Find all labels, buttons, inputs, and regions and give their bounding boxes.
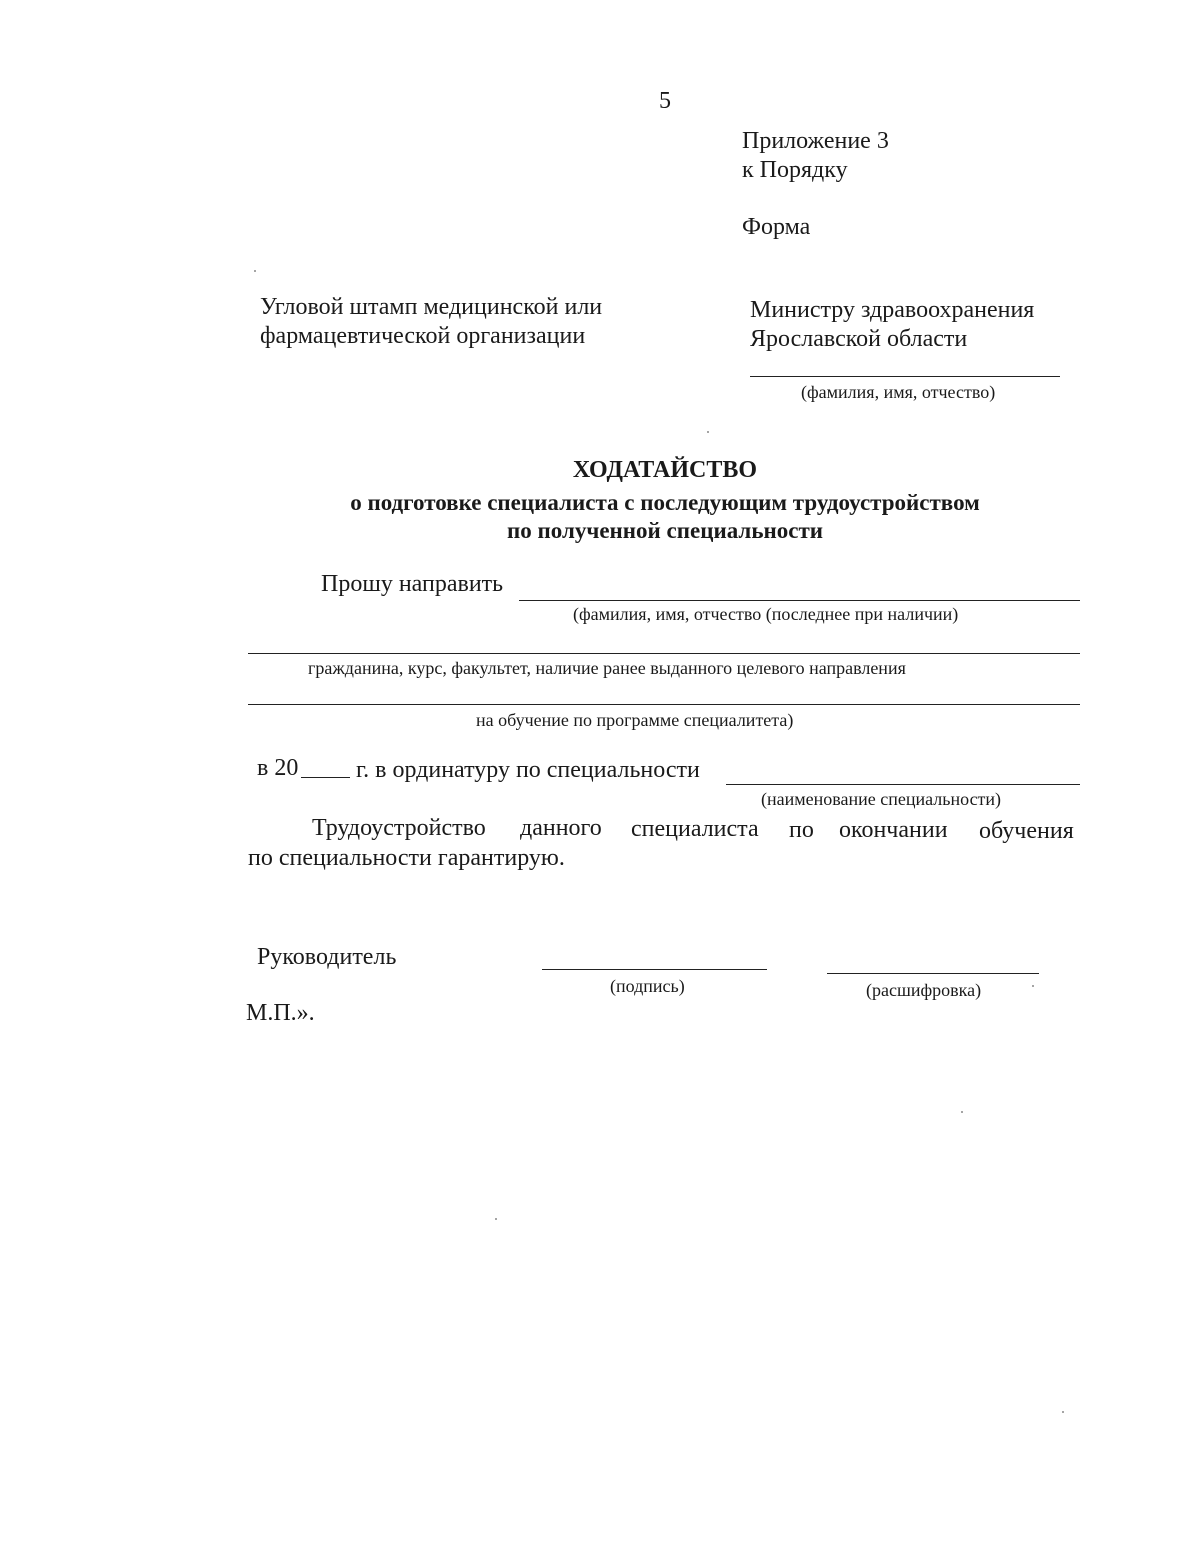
addressee-name-caption: (фамилия, имя, отчество) xyxy=(801,382,996,402)
addressee-line-2: Ярославской области xyxy=(750,326,968,352)
head-label: Руководитель xyxy=(257,944,397,970)
guarantee-word-3: специалиста xyxy=(631,816,759,842)
guarantee-word-6: обучения xyxy=(979,818,1074,844)
request-lead: Прошу направить xyxy=(321,571,504,597)
request-program-line xyxy=(248,704,1080,705)
form-label: Форма xyxy=(742,214,811,240)
request-name-line xyxy=(519,600,1080,601)
scan-speck xyxy=(961,1111,963,1113)
guarantee-line-2: по специальности гарантирую. xyxy=(248,845,565,871)
scan-speck xyxy=(495,1218,497,1220)
scan-speck xyxy=(254,270,256,272)
appendix-reference: к Порядку xyxy=(742,157,848,183)
year-blank xyxy=(301,777,350,778)
scan-speck xyxy=(1032,985,1034,987)
specialty-line xyxy=(726,784,1080,785)
addressee-name-line xyxy=(750,376,1060,377)
name-decoding-caption: (расшифровка) xyxy=(866,980,982,1000)
request-details-caption: гражданина, курс, факультет, наличие ранее выданного целевого направления xyxy=(308,658,906,678)
year-prefix: в 20 xyxy=(257,755,299,781)
appendix-label: Приложение 3 xyxy=(742,128,889,154)
guarantee-word-1: Трудоустройство xyxy=(312,815,486,841)
stamp-line-2: фармацевтической организации xyxy=(260,323,586,349)
request-program-caption: на обучение по программе специалитета) xyxy=(476,710,794,730)
specialty-caption: (наименование специальности) xyxy=(761,789,1002,809)
request-name-caption: (фамилия, имя, отчество (последнее при наличии) xyxy=(573,604,959,624)
stamp-line-1: Угловой штамп медицинской или xyxy=(260,294,603,320)
year-suffix: г. в ординатуру по специальности xyxy=(356,757,700,783)
document-subtitle-2: по полученной специальности xyxy=(507,518,823,543)
addressee-line-1: Министру здравоохранения xyxy=(750,297,1035,323)
name-decoding-line xyxy=(827,973,1039,974)
guarantee-word-4: по xyxy=(789,817,814,843)
document-title: ХОДАТАЙСТВО xyxy=(572,457,758,483)
document-subtitle-1: о подготовке специалиста с последующим трудоустройством xyxy=(350,490,980,515)
guarantee-word-5: окончании xyxy=(839,817,948,843)
scan-speck xyxy=(1062,1411,1064,1413)
page-number: 5 xyxy=(659,88,671,114)
signature-caption: (подпись) xyxy=(610,976,685,996)
scan-speck xyxy=(707,431,709,433)
request-details-line xyxy=(248,653,1080,654)
seal-mark: М.П.». xyxy=(246,1000,315,1026)
guarantee-word-2: данного xyxy=(520,815,602,841)
signature-line xyxy=(542,969,767,970)
